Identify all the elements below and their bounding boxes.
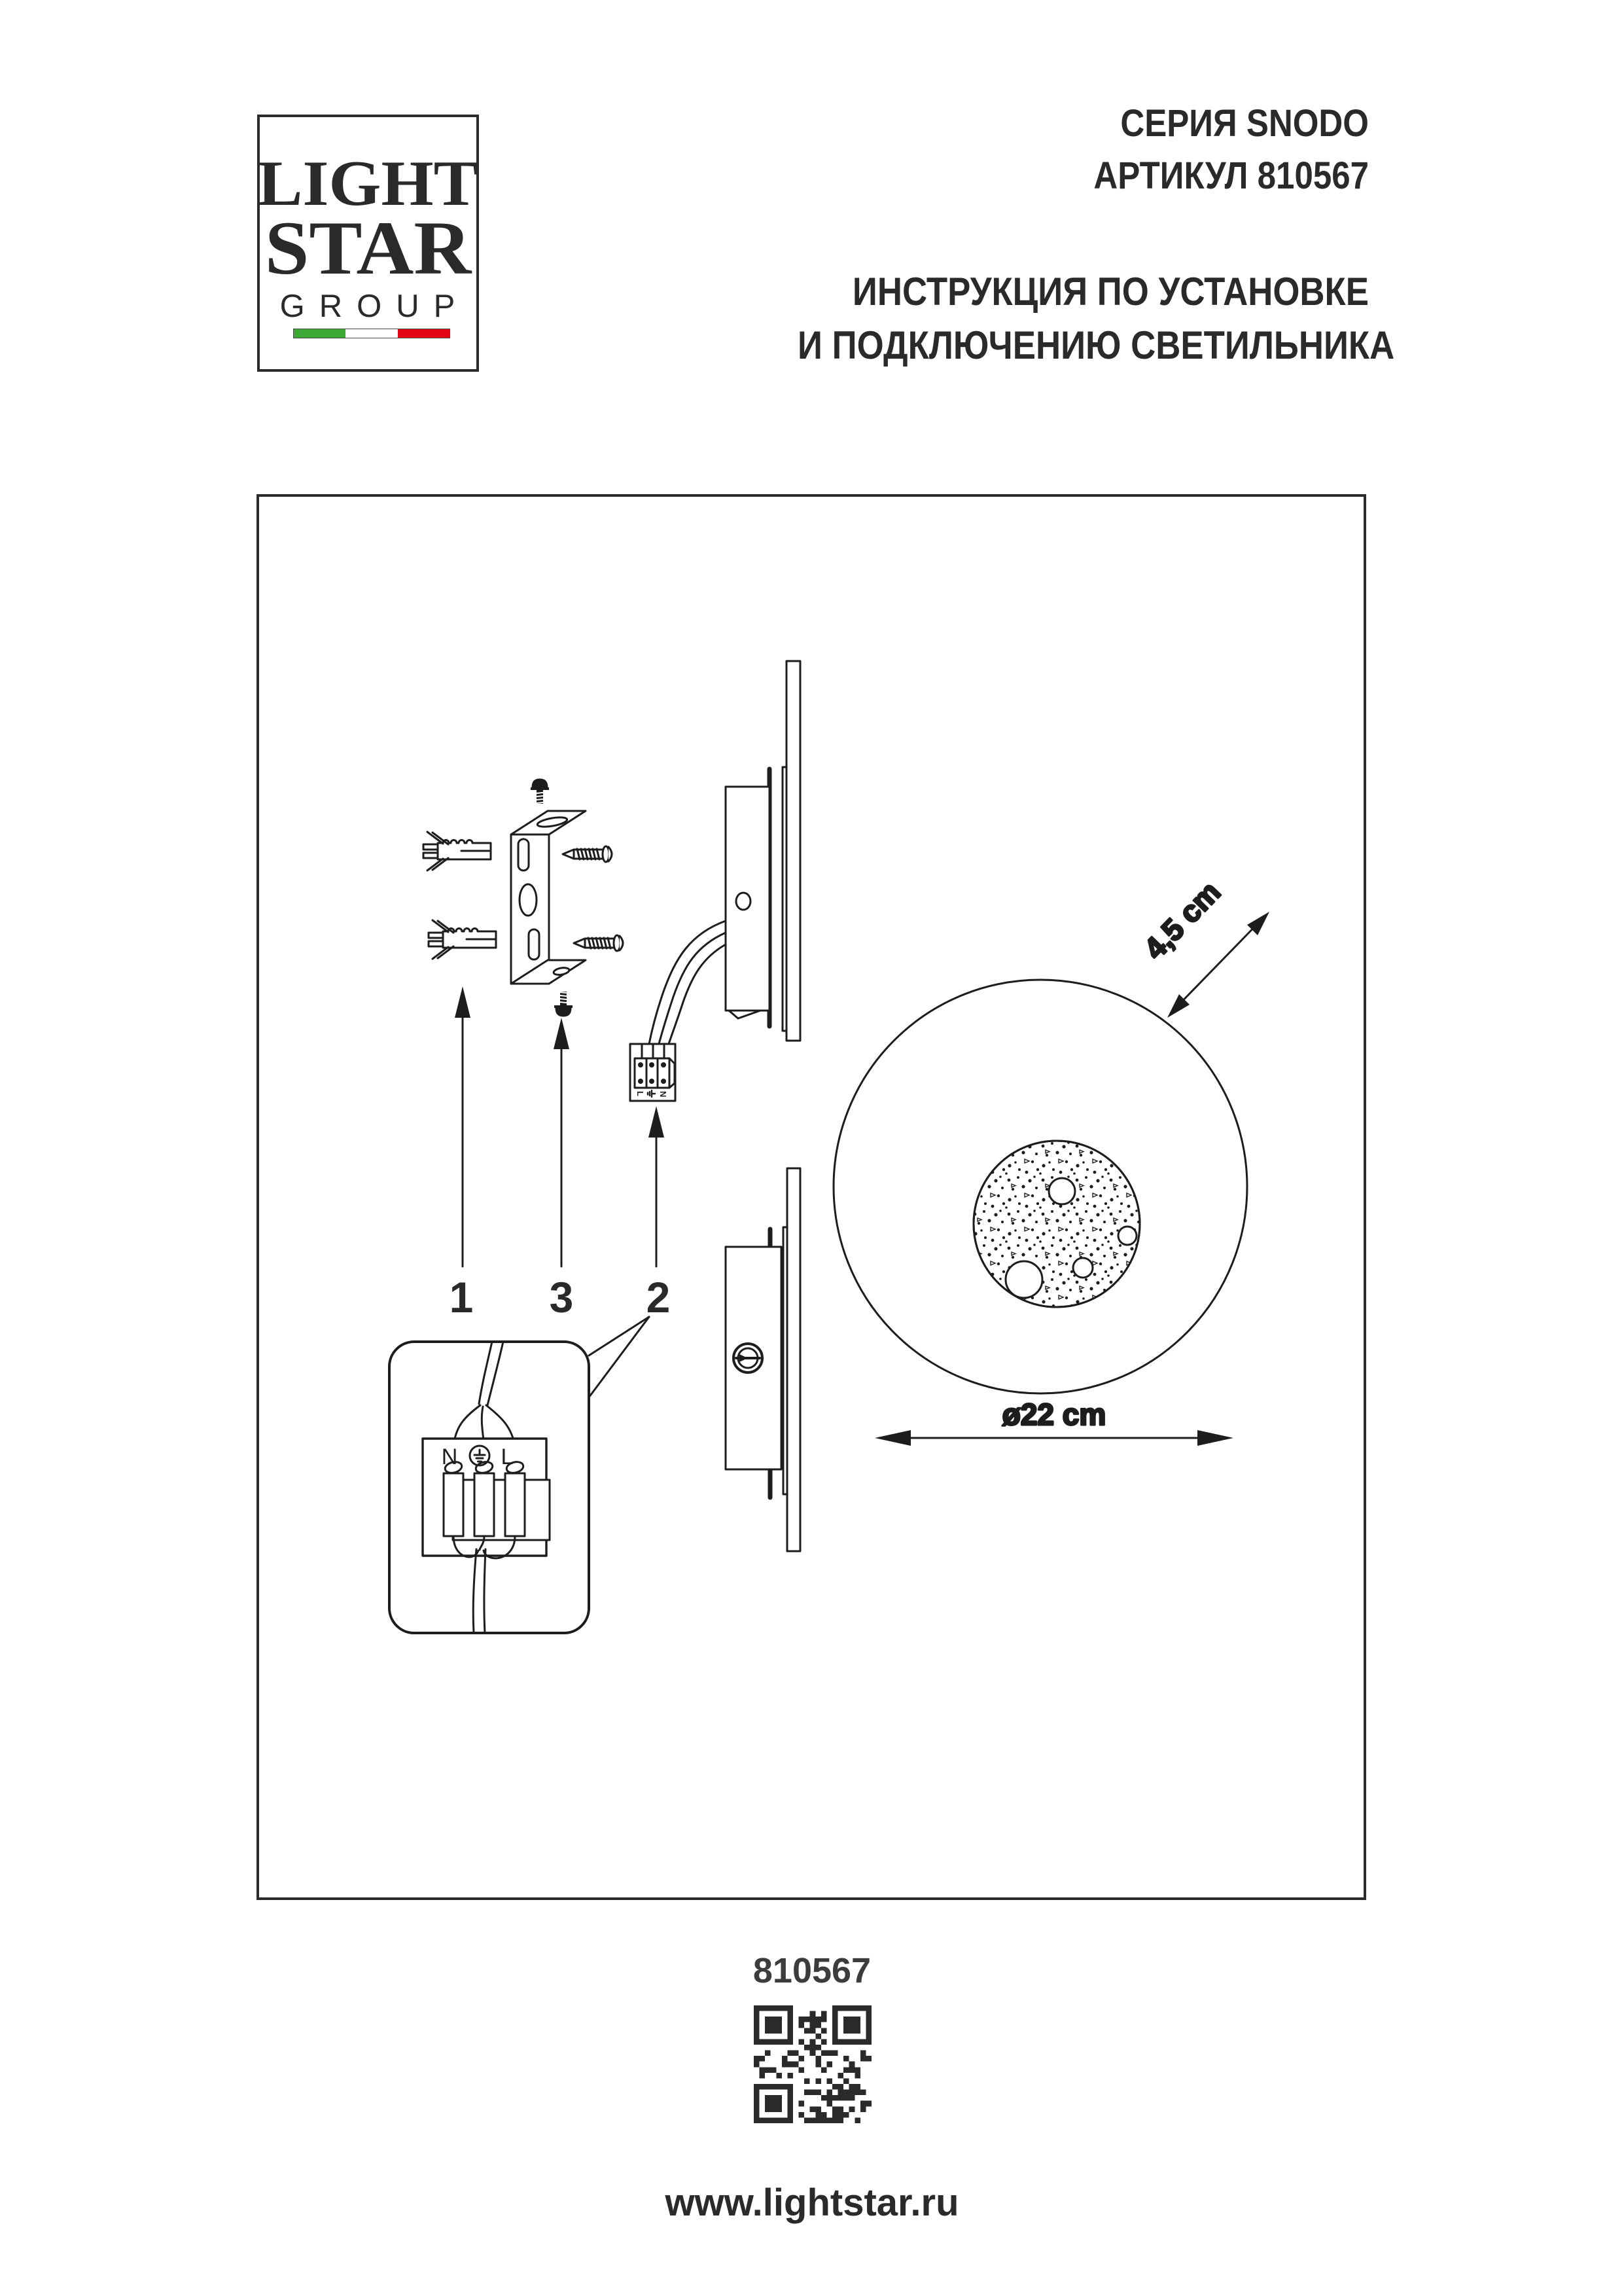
- step-label-2: 2: [646, 1273, 671, 1321]
- wiring-inset: [389, 1317, 649, 1633]
- callout-arrow-1: [455, 986, 470, 1266]
- series-title: СЕРИЯ SNODO: [1120, 102, 1369, 145]
- callout-arrow-2: [648, 1106, 664, 1266]
- installation-diagram: [256, 494, 1366, 1900]
- connector-label-l: L: [635, 1091, 645, 1096]
- flag-green: [294, 329, 345, 338]
- inset-label-l: L: [501, 1444, 514, 1469]
- mounting-bolt-bottom: [554, 992, 573, 1016]
- footer-website: www.lightstar.ru: [665, 2181, 959, 2224]
- inset-label-n: N: [441, 1444, 458, 1469]
- instruction-title-line2: И ПОДКЛЮЧЕНИЮ СВЕТИЛЬНИКА: [798, 323, 1395, 367]
- depth-label: 4,5 cm: [1137, 874, 1227, 966]
- lamp-side-view-lower: [726, 1168, 800, 1551]
- article-title: АРТИКУЛ 810567: [1093, 154, 1369, 197]
- footer-article-number: 810567: [752, 1951, 872, 1990]
- lamp-side-view-upper: [649, 661, 800, 1044]
- header: [720, 102, 1395, 367]
- flag-red: [398, 329, 450, 338]
- italian-flag-icon: [294, 329, 450, 338]
- screw-2: [574, 935, 623, 951]
- mounting-bracket: [511, 811, 586, 984]
- adjust-screw-icon: [733, 1344, 762, 1372]
- lamp-front-view: [834, 980, 1247, 1393]
- lightstar-logo: [257, 115, 479, 372]
- logo-word-star: STAR: [264, 206, 472, 291]
- callout-arrow-3: [554, 1018, 569, 1266]
- wall-anchor-1: [423, 832, 491, 870]
- screw-1: [563, 846, 612, 862]
- logo-word-group: GROUP: [279, 288, 470, 324]
- step-label-3: 3: [549, 1273, 574, 1321]
- mounting-bolt-top: [531, 780, 549, 804]
- flag-white: [345, 329, 397, 338]
- dimension-depth: [1137, 874, 1269, 1018]
- dimension-diameter: [875, 1397, 1233, 1446]
- connector-label-n: N: [658, 1091, 668, 1098]
- qr-code: [754, 2005, 872, 2123]
- step-label-1: 1: [449, 1273, 474, 1321]
- wall-anchor-2: [429, 920, 496, 959]
- logo-word-light: LIGHT: [257, 148, 479, 219]
- diameter-label: ø22 cm: [1002, 1397, 1106, 1431]
- terminal-connector: [630, 1044, 675, 1101]
- instruction-title-line1: ИНСТРУКЦИЯ ПО УСТАНОВКЕ: [852, 270, 1369, 314]
